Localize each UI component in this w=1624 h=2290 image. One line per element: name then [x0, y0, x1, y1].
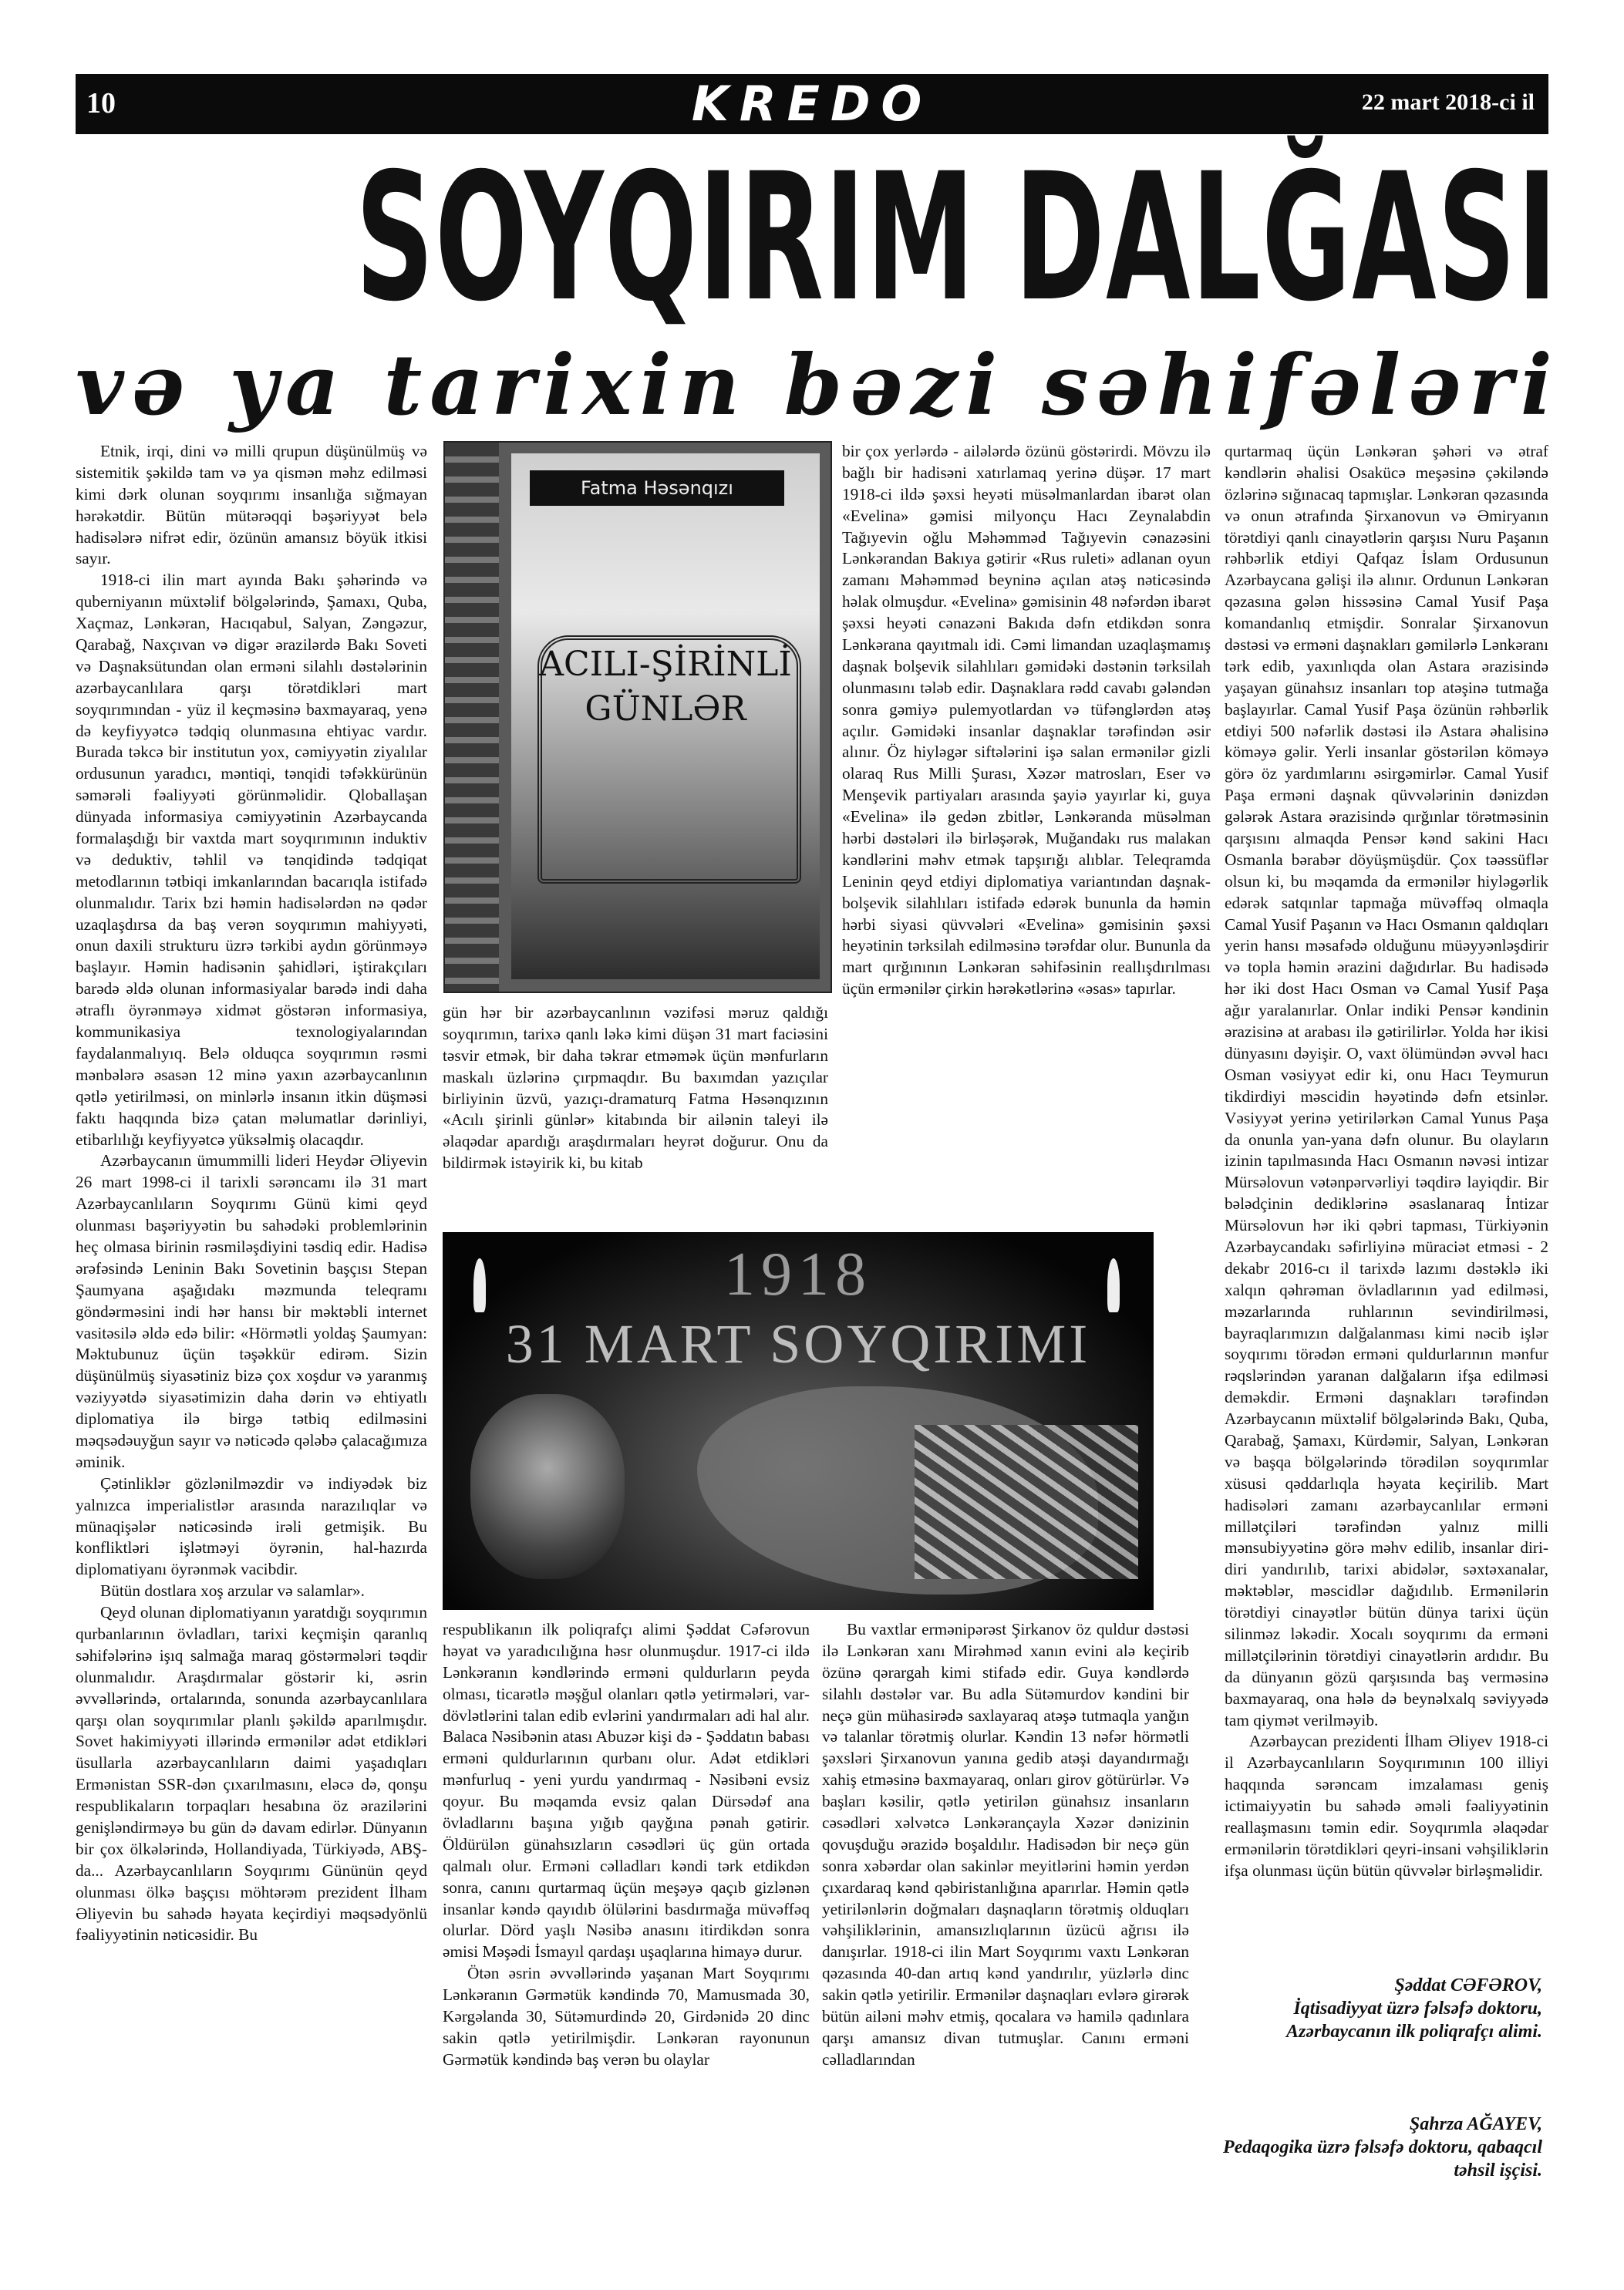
- page-number: 10: [86, 87, 116, 120]
- paragraph: Ötən əsrin əvvəllərində yaşanan Mart Soyqırımı Lənkəranın Gərmətük kəndində 70, Mamusmada 30, Kərgəlanda 30, Sütəmurdində 20, Girdənidə 20 dinc sakin qətlə yetirilmişdir. Lənkəran rayonunun Gərmətük kəndində baş verən bu olaylar: [443, 1964, 810, 2069]
- headline: SOYQIRIM DALĞASI: [355, 135, 1558, 340]
- book-title-line-1: ACILI-ŞİRİNLİ: [539, 645, 792, 684]
- remains-image: [915, 1425, 1138, 1579]
- author-title: İqtisadiyyat üzrə fəlsəfə doktoru, Azərbaycanın ilk poliqrafçı alimi.: [1285, 1999, 1542, 2042]
- paragraph: 1918-ci ilin mart ayında Bakı şəhərində və quberniyanın müxtəlif bölgələrində, Şamaxı, Quba, Xaçmaz, Lənkəran, Hacıqabul, Salyan, Zəngəzur, Qarabağ, Naxçıvan və digər ərazilərdə Bakı Soveti və Daşnaksütundan olan erməni silahlı dəstələrinin azərbaycanlılara qarşı törətdikləri mart soyqırımından - yüz il keçməsinə baxmayaraq, yenə də keyfiyyətcə tədqiq olunmasına ehtiyac vardır. Burada təkcə bir institutun yox, cəmiyyətin ziyalılar ordusunun yaradıcı, məntiqi, tənqidi təfəkkürünün səmərəli fəaliyyəti görünməlidir. Qloballaşan dünyada informasiya cəmiyyətinin Azərbaycanda formalaşdığı bir vaxtda mart soyqırımının induktiv və deduktiv, təhlil və tənqidində tədqiqat metodlarının tətbiqi imkanlarından bacarıqla istifadə olunmalıdır. Tarix bzi həmin hadisələrdən nə qədər uzaqlaşdırsa da baş verən soyqırımın mahiyyəti, onun daxili strukturu üzrə tərkibi aydın görünməyə başlayır. Həmin hadisənin şahidləri, iştirakçıları barədə əldə olunan informasiyalar barədə indi daha ətraflı öyrənməyə xidmət göstərən informasiya, kommunikasiya texnologiyalarından faydalanmalıyıq. Belə olduqca soyqırımın rəsmi mənbələrə əsasən 12 minə yaxın azərbaycanlının qətlə yetirilməsi, on minlərlə insanın itkin düşməsi faktı haqqında bizə çatan məlumatlar dərinliyi, etibarlılığı keyfiyyətcə yüksəlmiş olacaqdır.: [76, 571, 427, 1149]
- signature-author-1: [1203, 1974, 1542, 2043]
- article-column-3-bottom: [822, 1619, 1189, 2228]
- photo-title: 31 MART SOYQIRIMI: [505, 1313, 1091, 1375]
- paragraph: qurtarmaq üçün Lənkəran şəhəri və ətraf kəndlərin əhalisi Osakücə meşəsinə çəkiləndə özlərinə sığınacaq tapmışlar. Lənkəran qəzasında və onun ətrafında Şirxanovun və Əmiryanın törətdiyi qanlı cinayətlərin qarşısı Nuru Paşanın rəhbərlik etdiyi Qafqaz İslam Ordusunun Azərbaycana gəlişi ilə alınır. Ordunun Lənkəran qəzasına gələn hissəsinə Camal Yusif Paşa komandanlıq etmişdir. Sonralar Şirxanovun dəstəsi və erməni daşnakları gəmilərlə Lənkəranı tərk edib, yaxınlıqda olan Astara ərazisində yaşayan günahsız insanları top atəşinə tutmağa başlayırlar. Camal Yusif Paşa özünün rəhbərlik etdiyi 500 nəfərlik dəstəsi ilə Astara əhalisinə köməyə gəlir. Yerli insanlar göstərilən köməyə görə öz yardımlarını əsirgəmirlər. Camal Yusif Paşa erməni daşnak qüvvələrinin dənizdən gələrək Astara ərazisində qırğınlar törətməsinin qarşısını almaqda Pensər kənd sakini Hacı Osmanla bərabər döyüşmüşdür. Çox təəssüflər olsun ki, bu məqamda da ermənilər hiyləgərlik edərək satqınlar tapmağa müvəffəq olmaqla Camal Yusif Paşanın və Hacı Osmanın qaldıqları yerin hansı məsafədə olduğunu müəyyənləşdirir və topla həmin ərazini dağıdırlar. Bu hadisədə hər iki dost Hacı Osman və Camal Yusif Paşa ağır yaralanırlar. Onlar indiki Pensər kəndinin ərazisinə at arabası ilə gətirilirlər. Yolda hər ikisi dünyasını dəyişir. O, vaxt ölümündən əvvəl hacı Osman vəsiyyət edir ki, onu Hacı Teymurun tikdirdiyi məscidin həyətində dəfn etsinlər. Vəsiyyət yerinə yetirilərkən Camal Yunus Paşa da onunla yan-yana dəfn olunur. Bu olayların izinin tapılmasında Hacı Osmanın nəvəsi intizar Mürsəlovun vətənpərvərliyi təqdirə layiqdir. Bir bələdçinin dediklərinə əsaslanaraq İntizar Mürsəlovun hər iki qəbri tapması, Türkiyənin Azərbaycandakı səfirliyinə müraciət etməsi - 2 dekabr 2016-cı il tarixdə lazımı dəstəklə iki xalqın qəhrəman övladlarının yad edilməsi, məzarlarında ruhlarının sevindirilməsi, bayraqlarımızın dalğalanması kimi nəcib işlər soyqırımı törədən erməni quldurlarının mənfur rəqslərindən yaranan dalğaların ifşa edilməsi deməkdir. Erməni daşnakları tərəfindən Azərbaycanın müxtəlif bölgələrində Bakı, Quba, Qarabağ, Şamaxı, Kürdəmir, Salyan, Lənkəran və başqa bölgələrində törədilən soyqırımlar xüsusi qəddarlıqla həyata keçirilib. Mart hadisələri zamanı azərbaycanlılar erməni millətçiləri tərəfindən yalnız milli mənsubiyyətinə görə məhv edilib, insanlar diri-diri yandırılıb, tarixi abidələr, səxtəxanalar, məktəblər, məscidlər dağıdılıb. Ermənilərin törətdiyi cinayətlər bütün dünya tarixi üçün silinməz ləkədir. Xocalı soyqırımı da erməni millətçilərinin törətdiyi cinayətlərin ardıdır. Bu da dünyanın gözü qarşısında baş verməsinə baxmayaraq, onа hələ də beynəlxalq səviyyədə tam qiymət verilməyib.: [1225, 442, 1548, 1729]
- paragraph: respublikanın ilk poliqrafçı alimi Şəddat Cəfərovun həyat və yaradıcılığına həsr olunmuşdur. 1917-ci ildə Lənkəranın kəndlərində erməni quldurların peyda olması, ticarətlə məşğul olanları qətlə yetirmələri, var-dövlətlərini talan edib evlərini yandırmaları adi hal alır. Balaca Nəsibənin atası Abuzər kişi də - Şəddatın babası erməni quldurlarının qurbanı olur. Adət etdikləri mənfurluq - yeni yurdu yandırmaq - Nəsibəni evsiz qoyur. Bu məqamda evsiz qalan Dürsədəf ana övladlarını başına yığıb qayğına pənah gətirir. Öldürülən günahsızların cəsədləri üç gün ortada qalmalı olur. Erməni cəlladları kəndi tərk etdikdən sonra, canını qurtarmaq üçün meşəyə qaçıb gizlənən insanlar kəndə qayıdıb ölülərini basdırmağa müvəffəq olurlar. Dörd yaşlı Nəsibə anasını itirdikdən sonra əmisi Məşədi İsmayıl qardaşı uşaqlarına himayə durur.: [443, 1620, 810, 1962]
- article-column-3-top: [842, 441, 1211, 1228]
- article-column-4: [1225, 441, 1548, 1952]
- paragraph: gün hər bir azərbaycanlının vəzifəsi məruz qaldığı soyqırımın, tarixə qanlı ləkə kimi düşən 31 mart faciəsini təsvir etmək, bir daha təkrar etməmək üçün mənfurların maskalı üzlərinə çırpmaqdır. Bu baxımdan yazıçılar birliyinin üzvü, yazıçı-dramaturq Fatma Həsənqızının «Acılı şirinli günlər» kitabında bir ailənin taleyi ilə əlaqədar apardığı araşdırmaları heyrət doğurur. Onu da bildirmək istəyirik ki, bu kitab: [443, 1003, 828, 1173]
- subheadline: və ya tarixin bəzi səhifələri: [76, 337, 1560, 434]
- article-column-2-bottom: [443, 1619, 810, 2228]
- article-column-2-middle: [443, 1002, 828, 1226]
- paragraph: bir çox yerlərdə - ailələrdə özünü göstərirdi. Mövzu ilə bağlı bir hadisəni xatırlamaq yerinə düşər. 17 mart 1918-ci ildə şəxsi heyəti müsəlmanlardan ibarət olan «Evelina» gəmisi milyonçu Hacı Zeynalabdin Tağıyevin oğlu Məhəmməd Tağıyevin cənazəsini Lənkərandan Bakıya gətirir «Rus ruleti» adlanan oyun zamanı Məhəmməd beyninə açılan atəş nəticəsində həlak olmuşdur. «Evelina» gəmisinin 48 nəfərdən ibarət şəxsi heyəti cənazəni Bakıda dəfn etdikdən sonra Lənkərana qayıtmalı idi. Cəmi limandan uzaqlaşmamış daşnak bolşevik silahlıları gəmidəki dəstənin tərksilah olunmasını tələb edir. Daşnaklara rədd cavabı gələndən sonra gəmiyə pulemyotlardan və tüfənglərdən atəş açılır. Gəmidəki insanlar daşnaklar tərəfindən əsir alınır. Öz hiyləgər siftələrini işə salan ermənilər gizli olaraq Rus Milli Şurası, Xəzər matrosları, Eser və Menşevik partiyaları arasında şayiə yayırlar ki, guya «Evelina» ilə gedən zbitlər, Lənkəranda müsəlman hərbi dəstələri ilə birləşərək, Muğandakı rus malakan kəndlərini məhv etmək tapşırığı alıblar. Teleqramda Leninin qeyd etdiyi diplomatiya variantından daşnak-bolşevik silahlıları istifadə edərək bununla da həmin hərbi siyasi qüvvələri «Evelina» gəmisinin şəxsi heyətinin tərksilah edilməsinə tərəfdar olur. Bununla da mart qırğınının Lənkəran səhifəsinin reallışdırılması üçün ermənilər çirkin hərəkətlərinə «əsas» tapırlar.: [842, 442, 1211, 999]
- book-title-line-2: GÜNLƏR: [585, 689, 746, 729]
- book-author: Fatma Həsənqızı: [530, 470, 784, 506]
- issue-date: 22 mart 2018-ci il: [1361, 89, 1535, 115]
- paragraph: Azərbaycanın ümummilli lideri Heydər Əliyevin 26 mart 1998-ci il tarixli sərəncamı ilə 31 mart Azərbaycanlıların Soyqırımı Günü kimi qeyd olunması başəriyyətin bu sahədəki problemlərinin heç olmasa birinin rəsmiləşdiyini təsdiq edir. Hadisə ərəfəsində Leninin Bakı Sovetinin başçısı Stepan Şaumyana aşağıdakı məzmunda teleqramı göndərməsini indi hər hansı bir məktəbli internet vasitəsilə əldə edə bilir: «Hörmətli yoldaş Şaumyan: Məktubunuz üçün təşəkkür edirəm. Sizin düşünülmüş siyasətiniz bizə çox xoşdur və yaranmış vəziyyətdə siyasətimizin daha dərin və ehtiyatlı diplomatiya ilə birgə tətbiq edilməsini məqsədəuyğun sayır və nəticədə qələbə çalacağımıza əminik.: [76, 1151, 427, 1471]
- paragraph: Etnik, irqi, dini və milli qrupun düşünülmüş və sistemitik şəkildə tam və ya qismən məhz edilməsi kimi dərk olunan soyqırımı insanlığa sığmayan hərəkətdir. Bütün mütərəqqi bəşəriyyət belə hadisələrə nifrət edir, özünün amansız böyük itkisi sayır.: [76, 442, 427, 568]
- author-name: Şahrza AĞAYEV,: [1409, 2114, 1542, 2134]
- signature-author-2: [1203, 2113, 1542, 2182]
- article-column-1: [76, 441, 427, 2231]
- paragraph: Azərbaycan prezidenti İlham Əliyev 1918-ci il Azərbaycanlıların Soyqırımının 100 illiyi haqqında sərəncam imzalaması geniş ictimaiyyətin bu sahədə əməli fəaliyyətinin reallaşmasını təmin edir. Soyqırımla əlaqədar ermənilərin törətdikləri qeyri-insani vəhşiliklərin ifşa olunması üçün bütün qüvvələr birləşməlidir.: [1225, 1732, 1548, 1880]
- author-title: Pedaqogika üzrə fəlsəfə doktoru, qabaqcıl təhsil işçisi.: [1223, 2137, 1542, 2181]
- photo-year: 1918: [724, 1241, 872, 1308]
- author-name: Şəddat CƏFƏROV,: [1394, 1975, 1542, 1995]
- paragraph: Çətinliklər gözlənilməzdir və indiyədək biz yalnızca imperialistlər arasında narazılıqlar və münaqişələr nəticəsində irəli getmişik. Bu konfliktləri işlətməyi öyrənin, hal-hazırda diplomatiyanı öyrənmək vacibdir.: [76, 1473, 427, 1579]
- newspaper-logo: KREDO: [691, 76, 933, 132]
- paragraph: Bu vaxtlar ermənipərəst Şirkanov öz quldur dəstəsi ilə Lənkəran xanı Mirəhməd xanın evini alə keçirib özünə qərargah kimi stifadə edir. Guya kəndlərdə silahlı dəstələr var. Bu adla Sütəmurdov kəndini bir neçə gün mühasirədə saxlayaraq atəşə tutmaqla yanğın və talanlar törətmiş olurlar. Kəndin 13 nəfər hörmətli şəxsləri Şirxanovun yanına gedib atəşi dayandırmağı xahiş etməsinə baxmayaraq, onları girov götürürlər. Və başları kəsilir, qətlə yetirilən günahsız insanların cəsədləri xəlvətcə Lənkərançayla Xəzər dənizinin qovuşduğu ərazidə boşaldılır. Hadisədən bir neçə gün sonra xəbərdar olan sakinlər meyitlərini həmin yerdən çıxardaraq kənd qəbiristanlığına aparırlar. Həmin qətlə yetirilənlərin doğmaları daşnaqların törətmiş olduqları vəhşiliklərinin, amansızlıqlarının üzücü ağrısı ilə danışırlar. 1918-ci ilin Mart Soyqırımı vaxtı Lənkəran qəzasında 40-dan artıq kənd yandırılır, yüzlərlə dinc sakin qətlə yetirilir. Ermənilər daşnaqları evlərə girərək bütün ailəni məhv etmiş, qocalara və hamilə qadınlara qarşı amansız divan tutmuşlar. Canını erməni cəlladlarından: [822, 1620, 1189, 2069]
- book-cover-image: [443, 441, 832, 993]
- paragraph: Bütün dostlara xoş arzular və salamlar».: [100, 1581, 366, 1601]
- genocide-memorial-photo: [443, 1232, 1154, 1610]
- masthead: [76, 74, 1548, 134]
- skull-image: [470, 1394, 625, 1579]
- book-spines: [445, 443, 499, 992]
- paragraph: Qeyd olunan diplomatiyanın yaratdığı soyqırımın qurbanlarının övladları, tarixi keçmişin qaranlıq səhifələrinə işıq salmağa maraq göstərmələri təqdir olunmalıdır. Araşdırmalar göstərir ki, əsrin əvvəllərində, ortalarında, sonunda azərbaycanlılara qarşı olan soyqırımılar planlı şəkildə aparılmışdır. Sovet hakimiyyəti illərində ermənilər adət etdikləri üsullarla azərbaycanlıların daimi yaşadıqları Ermənistan SSR-dən çıxarılmasını, eləcə də, qonşu respublikaların torpaqları hesabına öz ərazilərini genişləndirməyə bu gün də davam edirlər. Dünyanın bir çox ölkələrində, Hollandiyada, Türkiyədə, ABŞ-da... Azərbaycanlıların Soyqırımı Gününün qeyd olunması ölkə başçısı möhtərəm prezident İlham Əliyevin bu sahədə həyata keçirdiyi məqsədyönlü fəaliyyətinin nəticəsidir. Bu: [76, 1603, 427, 1945]
